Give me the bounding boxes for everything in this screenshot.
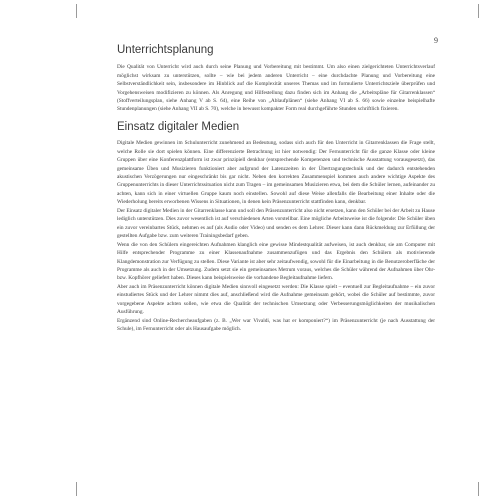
- paragraph: Der Einsatz digitaler Medien in der Gitarrenklasse kann und soll den Präsenzunterricht also nicht ersetzen, kann den Schüler bei der Arbeit zu Hause lediglich unterstützen. Dies zuvor wesentlich ist auf verschiedenen Arten vorstellbar. Eine mögliche Arbeitsweise ist die folgende: Die Schüler üben ein zuvor vereinbartes Stück, nehmen es auf (als Audio oder Video) und senden es dem Lehrer. Dieser kann dann Rückmeldung zur Erfüllung der gestellten Aufgabe bzw. zum weiteren Trainingsbedarf geben.: [117, 207, 435, 240]
- page-number: 9: [434, 36, 438, 45]
- crop-mark-bottom-left: [76, 482, 77, 496]
- page-content: [117, 44, 435, 334]
- paragraph: Aber auch im Präsenzunterricht können digitale Medien sinnvoll eingesetzt werden: Die Klasse spielt – eventuell zur Begleitaufnahme – ein zuvor einstudiertes Stück und der Lehrer nimmt dies auf, anschließend wird die Aufnahme gemeinsam gehört, wobei die Schüler auf bestimmte, zuvor vorgegebene Aspekte achten sollen, wie etwa die Qualität der technischen Umsetzung oder Verbesserungsmöglichkeiten der musikalischen Ausführung.: [117, 283, 435, 316]
- section-heading: Einsatz digitaler Medien: [117, 120, 240, 133]
- crop-mark-top-left: [76, 4, 77, 18]
- section-digitale-medien: [117, 121, 435, 334]
- paragraph: Die Qualität von Unterricht wird auch durch seine Planung und Vorbereitung mit bestimmt. Um also einen zielgerichteten Unterrichtsverlauf möglichst wirksam zu unterstützen, sollte – wie bei jedem anderen Unterricht – eine durchdachte Planung und Vorbereitung eine Selbstverständlichkeit sein, insbesondere im Hinblick auf die Komplexität unseres Themas und im formulierte Unterrichtsziele überprüfen und Vorgehensweisen modifizieren zu können. Als Anregung und Hilfestellung dazu finden sich im Anhang die „Arbeitspläne für Gitarrenklassen“ (Stoffverteilungsplan, siehe Anhang V ab S. 64), eine Reihe von „Ablaufplänen“ (siehe Anhang VI ab S. 66) sowie einzelne beispielhafte Stundenplanungen (siehe Anhang VII ab S. 70), welche in bewusst kompakter Form real durchgeführte Stunden schriftlich fixieren.: [117, 64, 435, 113]
- paragraph: Ergänzend sind Online-Rechercheaufgaben (z. B. „Wer war Vivaldi, was hat er komponiert?“) im Präsenzunterricht (je nach Ausstattung der Schule), im Fernunterricht oder als Hausaufgabe möglich.: [117, 317, 435, 333]
- section-heading: Unterrichtsplanung: [117, 44, 214, 56]
- crop-mark-top-right: [478, 4, 479, 18]
- paragraph: Wenn die von den Schülern eingereichten Aufnahmen klanglich eine gewisse Mindestqualität aufweisen, ist auch denkbar, sie am Computer mit Hilfe entsprechender Programme zu einer Klassenaufnahme zusammenzufügen und das Ergebnis den Schülern als motivierende Klangdemonstration zur Verfügung zu stellen. Diese Variante ist aber sehr zeitaufwendig, sowohl für die Einarbeitung in die Benutzeroberfläche der Programme als auch in der Umsetzung. Zudem setzt sie ein gemeinsames Metrum voraus, welches die Schüler während der Aufnahmen über Ohr- bzw. Kopfhörer geliefert haben. Dieses kann beispielsweise die vorhandene Begleitaufnahme liefern.: [117, 241, 435, 282]
- crop-mark-bottom-right: [478, 482, 479, 496]
- paragraph: Digitale Medien gewinnen im Schulunterricht zunehmend an Bedeutung, sodass sich auch für den Unterricht in Gitarrenklassen die Frage stellt, welche Rolle sie dort spielen können. Eine differenzierte Betrachtung ist hier notwendig: Der Fernunterricht für die ganze Klasse oder kleine Gruppen über eine Konferenzplattform ist zwar prinzipiell denkbar (entsprechende Kompetenzen und technische Ausstattung vorausgesetzt), das gemeinsame Üben und Musizieren funktioniert aber aufgrund der Latenzzeiten in der Übertragungstechnik und der dadurch entstehenden akustischen Verzögerungen nur eingeschränkt bis gar nicht. Neben den korrekten Zusammenspiel kommen auch andere wichtige Aspekte des Gruppenunterrichts in dieser Unterrichtssituation nicht zum Tragen – im gemeinsamen Musizieren etwa, bei dem die Schüler lernen, aufeinander zu achten, kann sich in einer virtuellen Gruppe kaum noch einstellen. Sowohl auf diese Weise allenfalls die Bearbeitung einer Inhalte oder die Wiederholung bereits erworbenen Wissens in Situationen, in denen kein Präsenzunterricht stattfinden kann, denkbar.: [117, 140, 435, 206]
- section-unterrichtsplanung: [117, 44, 435, 114]
